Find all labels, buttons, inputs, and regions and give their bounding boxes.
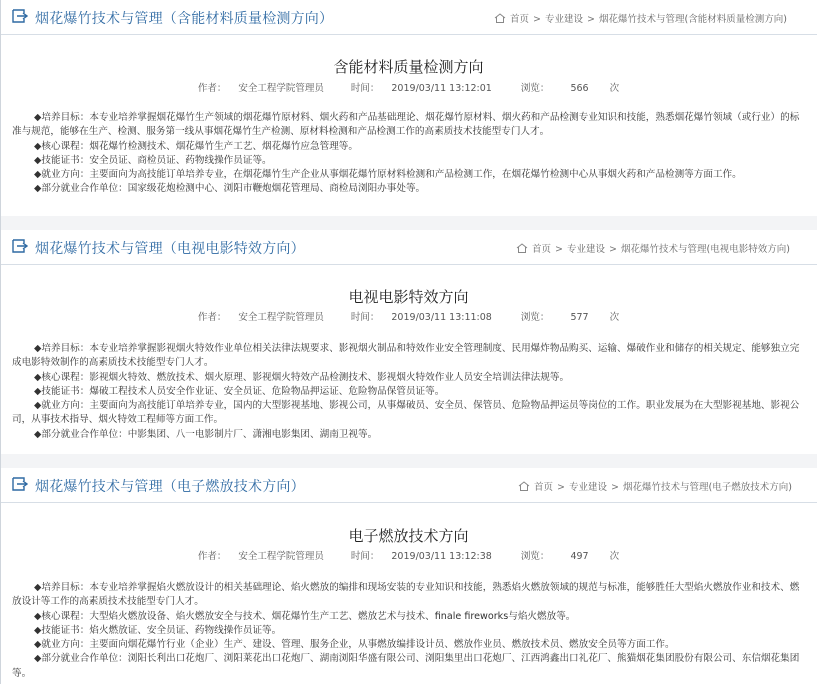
meta-time: 2019/03/11 13:12:38	[391, 551, 492, 562]
article-meta	[0, 309, 817, 323]
breadcrumb-current: (电视电影特效方向)	[706, 244, 790, 255]
article-body	[12, 342, 802, 442]
breadcrumb-separator: >	[611, 482, 619, 493]
meta-time-label: 时间：	[350, 83, 380, 94]
breadcrumb-current: (电子燃放技术方向)	[708, 482, 792, 493]
body-paragraph-courses: ◆核心课程：影视烟火特效、燃放技术、烟火原理、影视烟火特效产品检测技术、影视烟火特效作业人员安全培训法律法规等。	[34, 371, 570, 383]
breadcrumb-home[interactable]: 首页	[534, 482, 554, 493]
article-body	[12, 581, 802, 681]
body-paragraph-goal: ◆培养目标：本专业培养掌握影视烟火特效作业单位相关法律法规要求、影视烟火制品和特效作业安全管理制度、民用爆炸物品购买、运输、爆破作业和储存的相关规定、能够独立完成电影特效制作的高素质技术技能型专门人才。	[12, 343, 800, 369]
meta-views-unit: 次	[609, 312, 620, 323]
meta-author-label: 作者：	[197, 83, 227, 94]
section-arrow-icon	[12, 239, 28, 253]
section-header	[0, 0, 817, 35]
breadcrumb-home[interactable]: 首页	[510, 14, 530, 25]
home-icon	[494, 13, 506, 23]
meta-author-label: 作者：	[197, 551, 227, 562]
meta-time-label: 时间：	[350, 312, 380, 323]
breadcrumb-parent[interactable]: 专业建设	[566, 244, 605, 255]
meta-time-label: 时间：	[350, 551, 380, 562]
breadcrumb-separator: >	[555, 244, 563, 255]
breadcrumb	[494, 11, 787, 25]
breadcrumb-parent[interactable]: 专业建设	[544, 14, 583, 25]
breadcrumb	[518, 479, 792, 493]
section-title: 烟花爆竹技术与管理（电视电影特效方向）	[35, 241, 305, 257]
article-section-1	[0, 0, 817, 228]
meta-views-label: 浏览：	[520, 312, 550, 323]
breadcrumb-parent[interactable]: 专业建设	[568, 482, 607, 493]
body-paragraph-employment: ◆就业方向：主要面向为高技能订单培养专业，在烟花爆竹生产企业从事烟花爆竹原材料检测和产品检测工作，在烟花爆竹检测中心从事烟火药和产品检测等方面工作。	[34, 169, 742, 181]
meta-views-label: 浏览：	[520, 551, 550, 562]
home-icon	[518, 481, 530, 491]
meta-views: 497	[570, 551, 589, 562]
article-title: 电视电影特效方向	[348, 288, 469, 306]
breadcrumb-separator: >	[609, 244, 617, 255]
breadcrumb-program[interactable]: 烟花爆竹技术与管理	[622, 482, 709, 493]
section-header	[0, 230, 817, 265]
body-paragraph-goal: ◆培养目标：本专业培养掌握焰火燃放设计的相关基础理论、焰火燃放的编排和现场安装的专业知识和技能，熟悉焰火燃放领域的规范与标准，能够胜任大型焰火燃放作业和技术、燃放设计等工作的高素质技术技能型专门人才。	[12, 582, 800, 608]
home-icon	[516, 243, 528, 253]
body-paragraph-courses: ◆核心课程：大型焰火燃放设备、焰火燃放安全与技术、烟花爆竹生产工艺、燃放艺术与技术、finale fireworks与焰火燃放等。	[34, 610, 576, 622]
body-paragraph-certificates: ◆技能证书：爆破工程技术人员安全作业证、安全员证、危险物品押运证、危险物品保管员证等。	[34, 385, 445, 397]
section-divider	[0, 454, 817, 468]
meta-author-label: 作者：	[197, 312, 227, 323]
section-header	[0, 468, 817, 503]
meta-views: 577	[570, 312, 589, 323]
meta-author: 安全工程学院管理员	[238, 83, 324, 94]
section-title: 烟花爆竹技术与管理（含能材料质量检测方向）	[35, 11, 334, 27]
breadcrumb-home[interactable]: 首页	[532, 244, 552, 255]
meta-time: 2019/03/11 13:11:08	[391, 312, 492, 323]
section-divider	[0, 216, 817, 230]
body-paragraph-courses: ◆核心课程：烟花爆竹检测技术、烟花爆竹生产工艺、烟花爆竹应急管理等。	[34, 140, 358, 152]
article-title: 含能材料质量检测方向	[333, 58, 484, 76]
breadcrumb-program[interactable]: 烟花爆竹技术与管理	[598, 14, 685, 25]
body-paragraph-partners: ◆部分就业合作单位：中影集团、八一电影制片厂、潇湘电影集团、湖南卫视等。	[34, 428, 378, 440]
body-paragraph-partners: ◆部分就业合作单位：浏阳长利出口花炮厂、浏阳莱花出口花炮厂、湖南浏阳华盛有限公司、浏阳集里出口花炮厂、江西鸿鑫出口礼花厂、熊猫烟花集团股份有限公司、东信烟花集团等。	[12, 653, 800, 679]
meta-views-unit: 次	[609, 551, 620, 562]
article-meta	[0, 80, 817, 94]
meta-author: 安全工程学院管理员	[238, 312, 324, 323]
meta-author: 安全工程学院管理员	[238, 551, 324, 562]
meta-views: 566	[570, 83, 589, 94]
meta-views-label: 浏览：	[520, 83, 550, 94]
body-paragraph-certificates: ◆技能证书：焰火燃放证、安全员证、药物线操作员证等。	[34, 624, 282, 636]
meta-views-unit: 次	[609, 83, 620, 94]
breadcrumb-current: (含能材料质量检测方向)	[684, 14, 787, 25]
body-paragraph-partners: ◆部分就业合作单位：国家级花炮检测中心、浏阳市鞭炮烟花管理局、商检局浏阳办事处等。	[34, 183, 426, 195]
body-paragraph-employment: ◆就业方向：主要面向为高技能订单培养专业，国内的大型影视基地、影视公司，从事爆破员、安全员、保管员、危险物品押运员等岗位的工作。职业发展为在大型影视基地、影视公司，从事技术指导、烟火特效工程师等方面工作。	[12, 400, 800, 426]
article-section-2	[0, 230, 817, 462]
breadcrumb-program[interactable]: 烟花爆竹技术与管理	[620, 244, 707, 255]
section-arrow-icon	[12, 9, 28, 23]
breadcrumb-separator: >	[557, 482, 565, 493]
section-title: 烟花爆竹技术与管理（电子燃放技术方向）	[35, 479, 305, 495]
body-paragraph-certificates: ◆技能证书：安全员证、商检员证、药物线操作员证等。	[34, 154, 272, 166]
article-meta	[0, 548, 817, 562]
article-body	[12, 111, 802, 197]
breadcrumb-separator: >	[533, 14, 541, 25]
page-left-border	[0, 0, 1, 684]
body-paragraph-employment: ◆就业方向：主要面向烟花爆竹行业（企业）生产、建设、管理、服务企业，从事燃放编排设计员、燃放作业员、燃放技术员、燃放安全员等方面工作。	[34, 639, 675, 651]
section-arrow-icon	[12, 477, 28, 491]
body-paragraph-goal: ◆培养目标：本专业培养掌握烟花爆竹生产领域的烟花爆竹原材料、烟火药和产品基础理论、烟花爆竹原材料、烟火药和产品检测专业知识和技能，熟悉烟花爆竹领域（或行业）的标准与规范，能够在生产、检测、服务第一线从事烟花爆竹生产检测、原材料检测和产品检测工作的高素质技术技能型专门人才。	[12, 112, 800, 138]
article-title: 电子燃放技术方向	[348, 527, 469, 545]
meta-time: 2019/03/11 13:12:01	[391, 83, 492, 94]
breadcrumb-separator: >	[587, 14, 595, 25]
article-section-3	[0, 468, 817, 684]
breadcrumb	[516, 241, 790, 255]
